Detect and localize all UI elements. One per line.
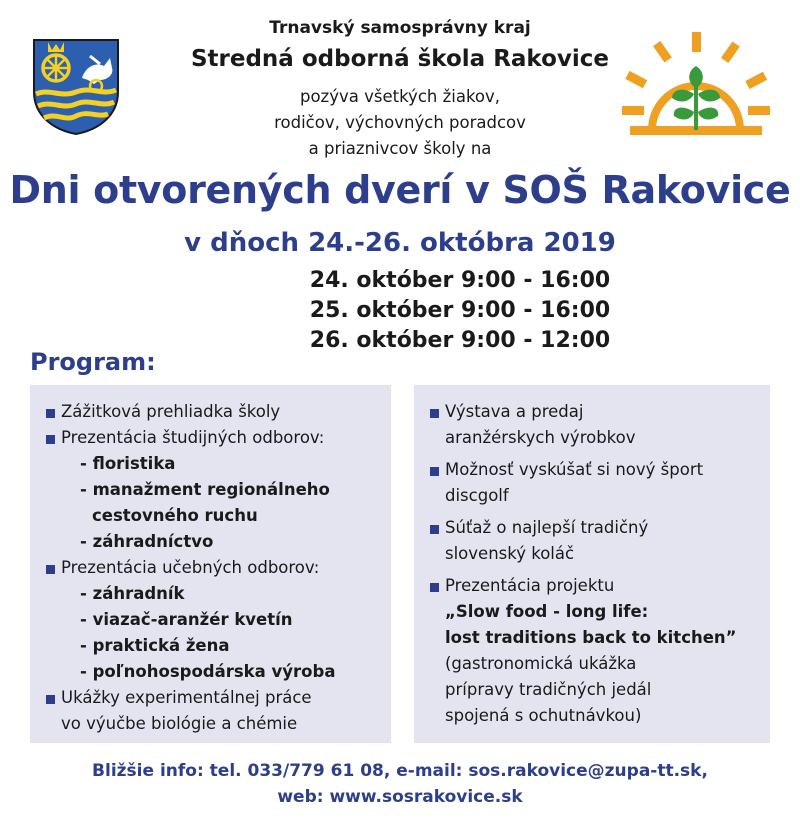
sub-item-continuation: cestovného ruchu (92, 506, 258, 525)
item-text: Výstava a predaj (445, 402, 584, 421)
event-schedule (60, 266, 800, 356)
program-item (430, 573, 770, 729)
schedule-line: 26. október 9:00 - 12:00 (309, 328, 611, 353)
project-title: „Slow food - long life: (445, 602, 649, 621)
item-text: aranžérskych výrobkov (445, 428, 636, 447)
program-item (46, 399, 391, 425)
sub-item: - viazač-aranžér kvetín (80, 610, 293, 629)
item-text: prípravy tradičných jedál (445, 680, 652, 699)
item-text: slovenský koláč (445, 544, 575, 563)
invitation-line: pozýva všetkých žiakov, (299, 87, 501, 106)
event-dates: v dňoch 24.-26. októbra 2019 (184, 228, 616, 258)
sub-item: - poľnohospodárska výroba (80, 662, 336, 681)
contact-line: Bližšie info: tel. 033/779 61 08, e-mail: sos.rakovice@zupa-tt.sk, (92, 761, 708, 781)
sub-item: - záhradník (80, 584, 185, 603)
item-text: Prezentácia študijných odborov: (61, 428, 325, 447)
contact-footer (0, 758, 800, 810)
program-item (430, 457, 770, 509)
sub-item: - manažment regionálneho (80, 480, 330, 499)
program-item (430, 515, 770, 567)
program-panel-right (414, 385, 770, 743)
sub-item: - záhradníctvo (80, 532, 214, 551)
schedule-line: 24. október 9:00 - 16:00 (309, 268, 611, 293)
item-text: discgolf (445, 486, 509, 505)
item-text: Prezentácia učebných odborov: (61, 558, 320, 577)
item-text: Ukážky experimentálnej práce (61, 688, 312, 707)
program-item (46, 685, 391, 737)
invitation-line: rodičov, výchovných poradcov (274, 113, 526, 132)
schedule-line: 25. október 9:00 - 16:00 (309, 298, 611, 323)
item-text: vo výučbe biológie a chémie (61, 714, 298, 733)
region-name: Trnavský samosprávny kraj (269, 18, 531, 38)
sub-item: - floristika (80, 454, 176, 473)
item-text: Zážitková prehliadka školy (61, 402, 281, 421)
item-text: Prezentácia projektu (445, 576, 615, 595)
sub-item: - praktická žena (80, 636, 230, 655)
item-text: spojená s ochutnávkou) (445, 706, 642, 725)
program-heading: Program: (30, 348, 156, 376)
item-text: Súťaž o najlepší tradičný (445, 518, 649, 537)
project-title: lost traditions back to kitchen” (445, 628, 737, 647)
program-item (46, 425, 391, 555)
invitation-text (0, 84, 800, 162)
program-item (46, 555, 391, 685)
web-line: web: www.sosrakovice.sk (277, 787, 523, 807)
school-name: Stredná odborná škola Rakovice (190, 46, 610, 72)
sub-item (65, 503, 391, 529)
item-text: Možnosť vyskúšať si nový šport (445, 460, 704, 479)
program-panel-left (30, 385, 391, 743)
event-title: Dni otvorených dverí v SOŠ Rakovice (9, 168, 791, 212)
invitation-line: a priaznivcov školy na (308, 139, 492, 158)
item-text: (gastronomická ukážka (445, 654, 637, 673)
program-item (430, 399, 770, 451)
